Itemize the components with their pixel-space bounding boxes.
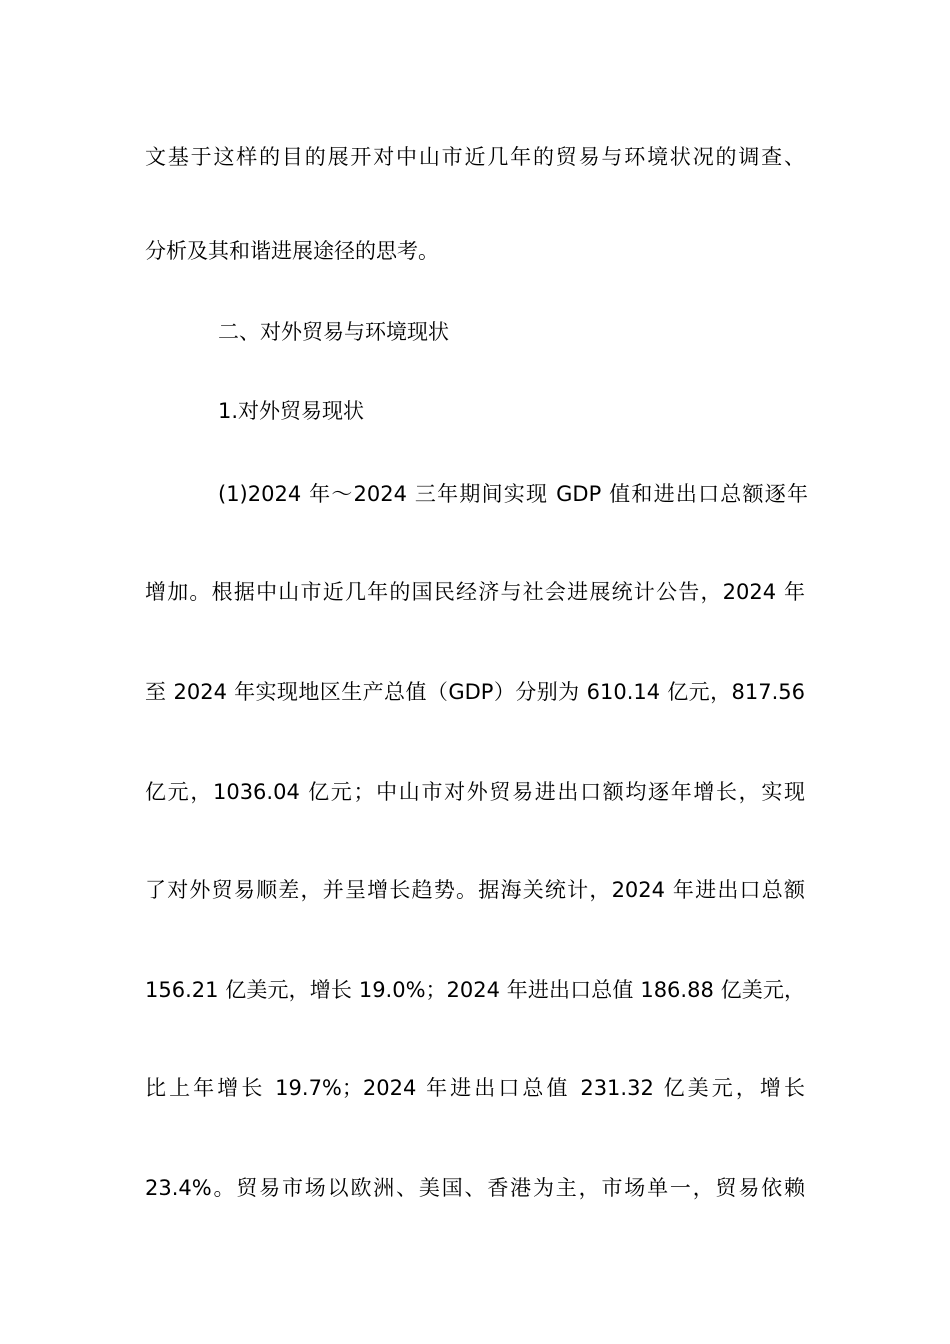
subsection-heading: 1.对外贸易现状 — [218, 399, 365, 423]
section-heading: 二、对外贸易与环境现状 — [218, 320, 449, 344]
paragraph-line: 至 2024 年实现地区生产总值（GDP）分别为 610.14 亿元，817.56 — [145, 680, 805, 704]
paragraph-line: 分析及其和谐进展途径的思考。 — [145, 239, 439, 263]
paragraph-line: 了对外贸易顺差，并呈增长趋势。据海关统计，2024 年进出口总额 — [145, 878, 805, 902]
paragraph-line: 156.21 亿美元，增长 19.0%；2024 年进出口总值 186.88 亿美元， — [145, 978, 805, 1002]
paragraph-line: (1)2024 年～2024 三年期间实现 GDP 值和进出口总额逐年 — [218, 482, 808, 506]
paragraph-line: 增加。根据中山市近几年的国民经济与社会进展统计公告，2024 年 — [145, 580, 805, 604]
paragraph-line: 文基于这样的目的展开对中山市近几年的贸易与环境状况的调查、 — [145, 145, 805, 169]
paragraph-line: 23.4%。贸易市场以欧洲、美国、香港为主，市场单一，贸易依赖 — [145, 1176, 805, 1200]
paragraph-line: 亿元，1036.04 亿元；中山市对外贸易进出口额均逐年增长，实现 — [145, 780, 805, 804]
paragraph-line: 比上年增长 19.7%；2024 年进出口总值 231.32 亿美元，增长 — [145, 1076, 805, 1100]
